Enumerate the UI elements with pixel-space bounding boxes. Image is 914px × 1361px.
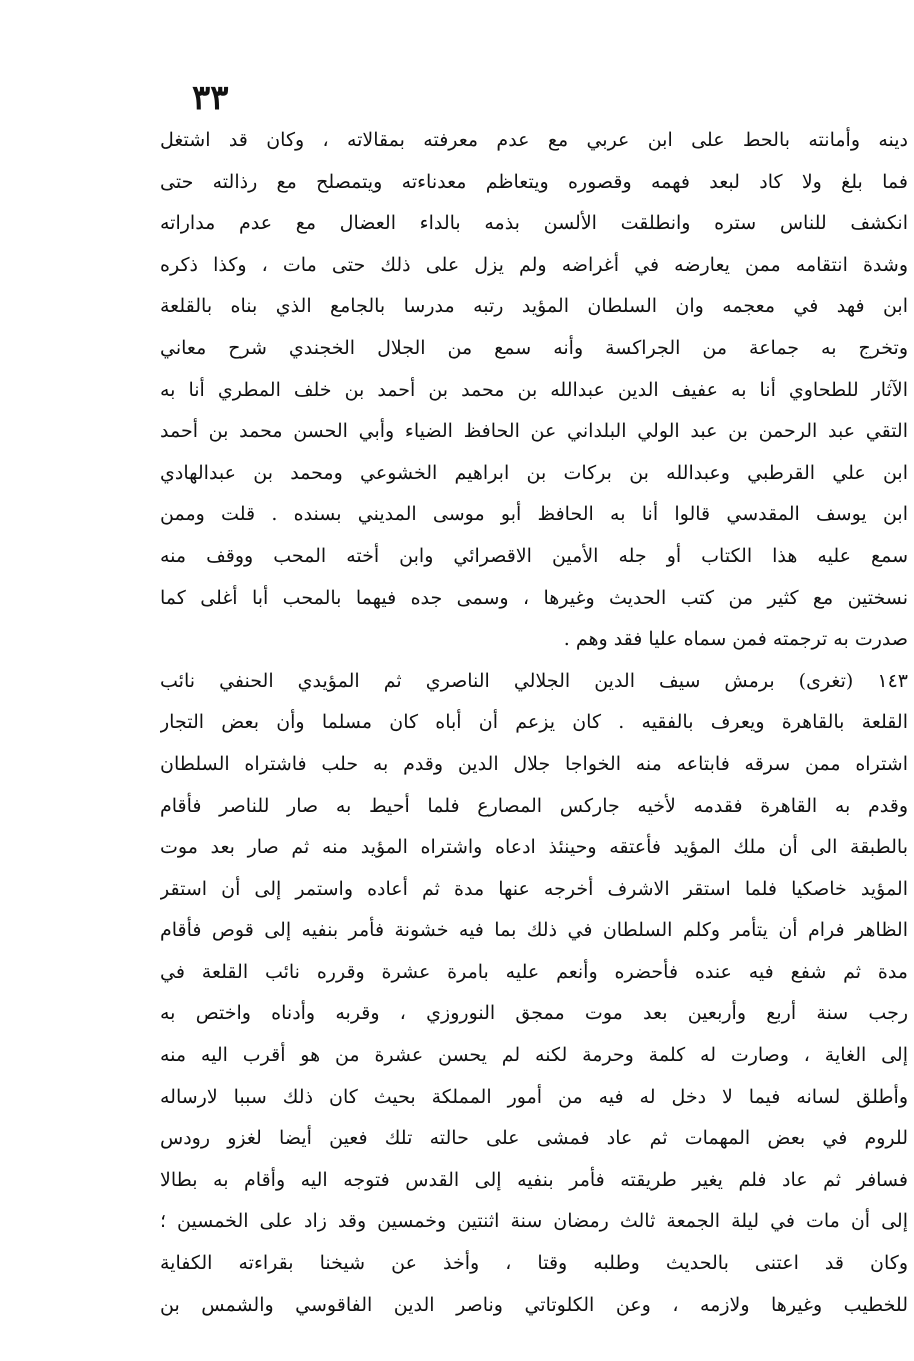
text-line: للخطيب وغيرها ولازمه ، وعن الكلوتاتي وناصر الدين الفاقوسي والشمس بن [160, 1293, 908, 1316]
text-line: فما بلغ ولا كاد لبعد فهمه وقصوره ويتعاظم معدناءته ويتمصلح مع رذالته حتى [160, 170, 908, 193]
text-line: اشتراه ممن سرقه فابتاعه منه الخواجا جلال الدين وقدم به حلب فاشتراه السلطان [160, 752, 908, 775]
page-number: ٣٣ [192, 78, 229, 118]
text-line: انكشف للناس ستره وانطلقت الألسن بذمه بالداء العضال مع عدم مداراته [160, 212, 908, 235]
text-line: ابن علي القرطبي وعبدالله بن بركات بن ابراهيم الخشوعي ومحمد بن عبدالهادي [160, 461, 908, 484]
text-line: فسافر ثم عاد فلم يغير طريقته فأمر بنفيه إلى القدس فتوجه اليه وأقام به بطالا [160, 1168, 908, 1191]
text-line: إلى أن مات في ليلة الجمعة ثالث رمضان سنة اثنتين وخمسين وقد زاد على الخمسين ؛ [160, 1210, 908, 1233]
text-line: نسختين مع كثير من كتب الحديث وغيرها ، وسمى جده فيهما بالمحب أبا أغلى كما [160, 586, 908, 609]
text-line: بالطبقة الى أن ملك المؤيد فأعتقه وحينئذ ادعاه واشتراه المؤيد منه ثم صار بعد موت [160, 836, 908, 859]
text-line: وشدة انتقامه ممن يعارضه في أغراضه ولم يزل على ذلك حتى مات ، وكذا ذكره [160, 253, 908, 276]
text-line: إلى الغاية ، وصارت له كلمة وحرمة لكنه لم يحسن عشرة من هو أقرب اليه منه [160, 1044, 908, 1067]
text-line: الظاهر فرام أن يتأمر وكلم السلطان في ذلك بما فيه خشونة فأمر بنفيه إلى قوص فأقام [160, 919, 908, 942]
text-line: مدة ثم شفع فيه عنده فأحضره وأنعم عليه بامرة عشرة وقرره نائب القلعة في [160, 960, 908, 983]
text-line: دينه وأمانته بالحط على ابن عربي مع عدم معرفته بمقالاته ، وكان قد اشتغل [160, 129, 908, 151]
text-line: التقي عبد الرحمن بن عبد الولي البلداني عن الحافظ الضياء وأبي الحسن محمد بن أحمد [160, 420, 908, 443]
text-line: وقدم به القاهرة فقدمه لأخيه جاركس المصارع فلما أحيط به صار للناصر فأقام [160, 794, 908, 817]
page-text [160, 120, 908, 1326]
text-line: الآثار للطحاوي أنا به عفيف الدين عبدالله بن محمد بن أحمد بن خلف المطري أنا به [160, 378, 908, 401]
text-line: وكان قد اعتنى بالحديث وطلبه وقتا ، وأخذ عن شيخنا بقراءته الكفاية [160, 1252, 908, 1275]
text-line: وأطلق لسانه فيما لا دخل له فيه من أمور المملكة بحيث كان ذلك سببا لارساله [160, 1085, 908, 1108]
text-line: سمع عليه هذا الكتاب أو جله الأمين الاقصرائي وابن أخته المحب ووقف منه [160, 544, 908, 567]
text-line: رجب سنة أربع وأربعين بعد موت ممجق النوروزي ، وقربه وأدناه واختص به [160, 1002, 908, 1025]
text-line: للروم في بعض المهمات ثم عاد فمشى على حالته تلك فعين أيضا لغزو رودس [160, 1127, 908, 1150]
text-line: وتخرج به جماعة من الجراكسة وأنه سمع من الجلال الخجندي شرح معاني [160, 336, 908, 359]
text-line: ١٤٣ (تغرى) برمش سيف الدين الجلالي الناصري ثم المؤيدي الحنفي نائب [160, 669, 908, 692]
text-line: المؤيد خاصكيا فلما استقر الاشرف أخرجه عنها مدة ثم أعاده واستمر إلى أن استقر [160, 877, 908, 900]
text-line: ابن فهد في معجمه وان السلطان المؤيد رتبه مدرسا بالجامع الذي بناه بالقلعة [160, 295, 908, 318]
text-line: ابن يوسف المقدسي قالوا أنا به الحافظ أبو موسى المديني بسنده . قلت وممن [160, 503, 908, 526]
text-line: القلعة بالقاهرة ويعرف بالفقيه . كان يزعم أن أباه كان مسلما وأن بعض التجار [160, 711, 908, 734]
text-line: صدرت به ترجمته فمن سماه عليا فقد وهم . [563, 628, 908, 651]
